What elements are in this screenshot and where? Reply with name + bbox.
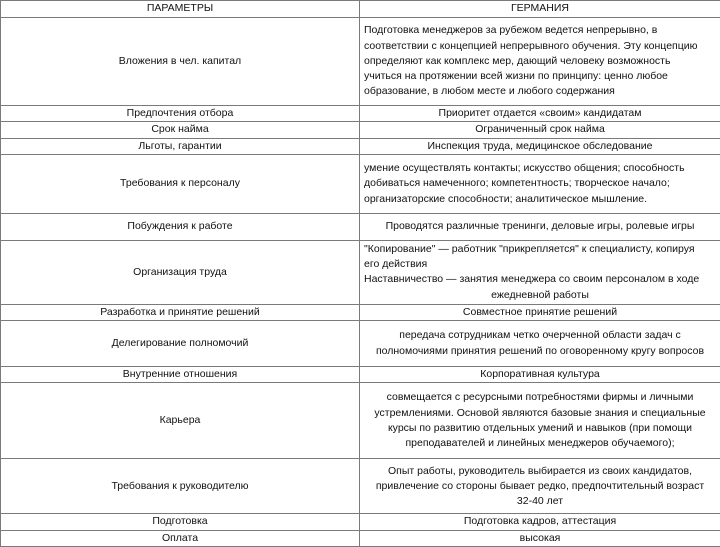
param-cell: Требования к руководителю <box>1 459 360 514</box>
value-line: определяют как комплекс мер, дающий человеку возможность <box>364 54 716 69</box>
value-line: учиться на протяжении всей жизни по принципу: ценно любое <box>364 69 716 84</box>
param-cell: Подготовка <box>1 514 360 530</box>
table-row <box>1 122 720 138</box>
value-cell <box>360 321 720 367</box>
value-line: преподавателей и линейных менеджеров обучаемого); <box>364 436 716 451</box>
value-cell: Проводятся различные тренинги, деловые игры, ролевые игры <box>360 213 720 240</box>
param-cell: Побуждения к работе <box>1 213 360 240</box>
param-cell: Организация труда <box>1 240 360 304</box>
value-line: соответствии с концепцией непрерывного обучения. Эту концепцию <box>364 39 716 54</box>
value-cell: Инспекция труда, медицинское обследование <box>360 138 720 154</box>
value-cell <box>360 154 720 213</box>
value-line: курсы по развитию отдельных умений и навыков (при помощи <box>364 421 716 436</box>
value-line: 32-40 лет <box>364 494 716 509</box>
value-line: Подготовка менеджеров за рубежом ведется непрерывно, в <box>364 23 716 38</box>
value-line: ежедневной работы <box>364 288 716 303</box>
table-row <box>1 367 720 383</box>
table-row <box>1 530 720 546</box>
value-line: передача сотрудникам четко очерченной области задач с <box>364 328 716 343</box>
table-row <box>1 154 720 213</box>
value-line: "Копирование" — работник "прикрепляется" к специалисту, копируя <box>364 242 716 257</box>
param-cell: Требования к персоналу <box>1 154 360 213</box>
value-line: организаторские способности; аналитическое мышление. <box>364 192 716 207</box>
value-line: привлечение со стороны бывает редко, предпочтительный возраст <box>364 479 716 494</box>
param-cell: Предпочтения отбора <box>1 106 360 122</box>
value-line: устремлениями. Основой являются базовые знания и специальные <box>364 406 716 421</box>
header-parameters: ПАРАМЕТРЫ <box>1 1 360 18</box>
table-row <box>1 240 720 304</box>
table-row <box>1 514 720 530</box>
value-cell: Корпоративная культура <box>360 367 720 383</box>
table-row <box>1 304 720 320</box>
table-row <box>1 383 720 459</box>
param-cell: Внутренние отношения <box>1 367 360 383</box>
value-cell: высокая <box>360 530 720 546</box>
param-cell: Разработка и принятие решений <box>1 304 360 320</box>
table-row <box>1 106 720 122</box>
value-cell <box>360 18 720 106</box>
table-row <box>1 138 720 154</box>
table-row <box>1 213 720 240</box>
param-cell: Оплата <box>1 530 360 546</box>
table-row <box>1 18 720 106</box>
value-cell <box>360 240 720 304</box>
value-line: добиваться намеченного; компетентность; творческое начало; <box>364 176 716 191</box>
value-cell <box>360 383 720 459</box>
param-cell: Вложения в чел. капитал <box>1 18 360 106</box>
table-row <box>1 459 720 514</box>
table-row <box>1 321 720 367</box>
value-line: совмещается с ресурсными потребностями фирмы и личными <box>364 390 716 405</box>
param-cell: Льготы, гарантии <box>1 138 360 154</box>
param-cell: Карьера <box>1 383 360 459</box>
param-cell: Срок найма <box>1 122 360 138</box>
value-line: образование, в любом месте и любого содержания <box>364 84 716 99</box>
value-cell <box>360 459 720 514</box>
value-cell: Приоритет отдается «своим» кандидатам <box>360 106 720 122</box>
param-cell: Делегирование полномочий <box>1 321 360 367</box>
value-line: Наставничество — занятия менеджера со своим персоналом в ходе <box>364 272 716 287</box>
value-cell: Ограниченный срок найма <box>360 122 720 138</box>
value-line: Опыт работы, руководитель выбирается из своих кандидатов, <box>364 464 716 479</box>
header-germany: ГЕРМАНИЯ <box>360 1 720 18</box>
value-line: умение осуществлять контакты; искусство общения; способность <box>364 161 716 176</box>
value-cell: Совместное принятие решений <box>360 304 720 320</box>
header-row <box>1 1 720 18</box>
value-line: полномочиями принятия решений по оговоренному кругу вопросов <box>364 344 716 359</box>
value-line: его действия <box>364 257 716 272</box>
value-cell: Подготовка кадров, аттестация <box>360 514 720 530</box>
